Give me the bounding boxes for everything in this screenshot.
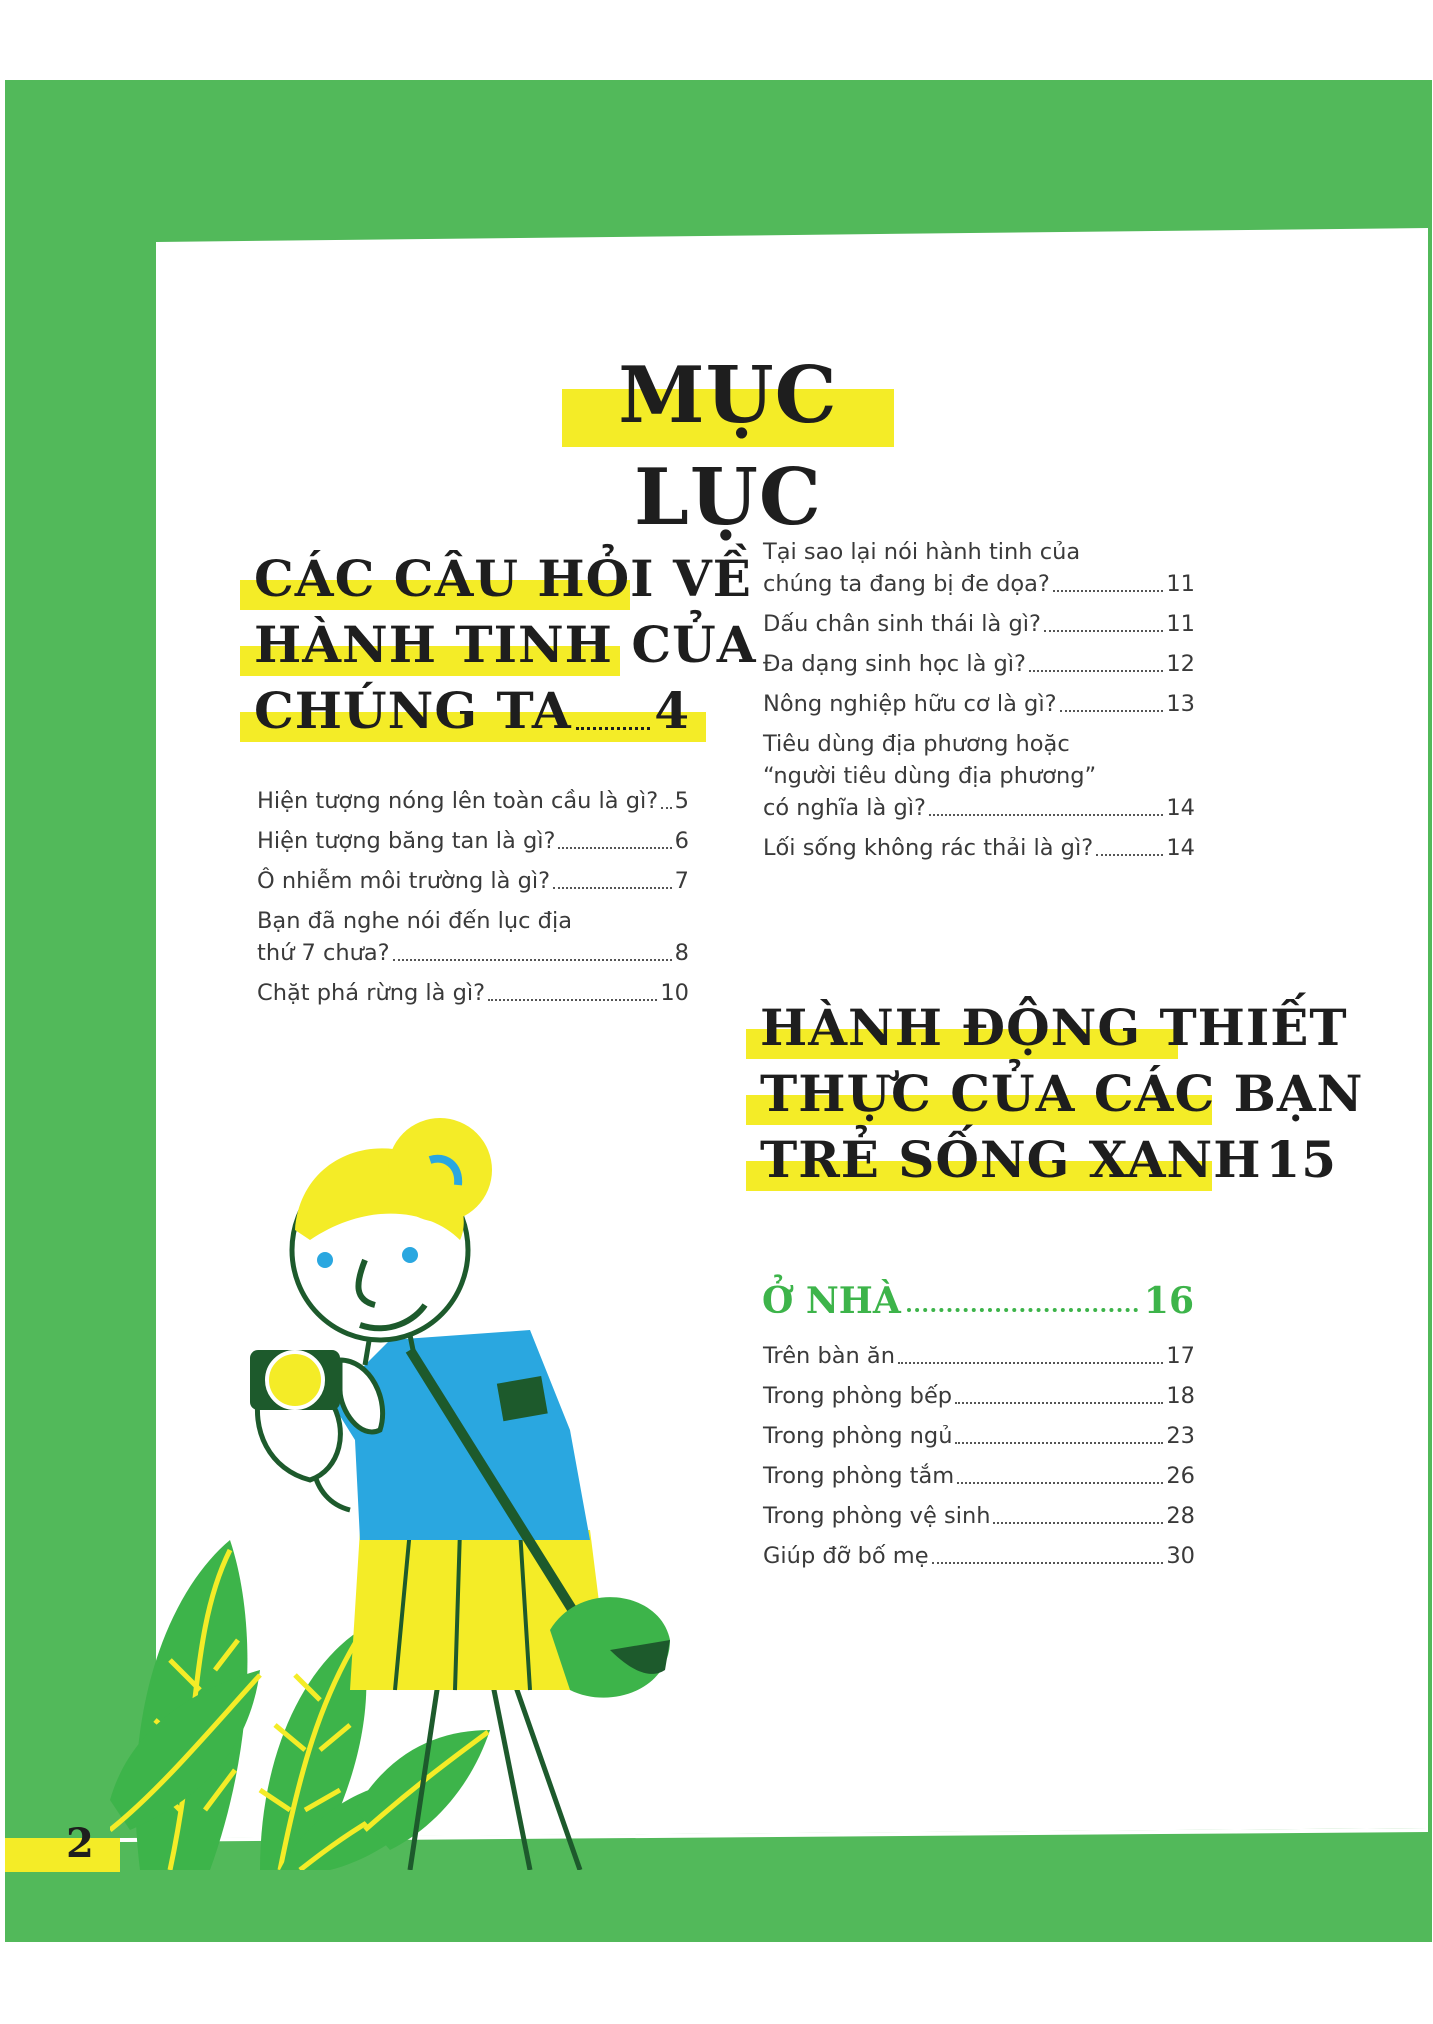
toc-list-at-home bbox=[763, 1340, 1195, 1572]
toc-dots bbox=[488, 999, 657, 1001]
toc-item-label: Hiện tượng băng tan là gì? bbox=[257, 828, 556, 854]
toc-dots bbox=[1044, 630, 1163, 632]
heading-text: CÁC CÂU HỎI VỀ bbox=[254, 549, 752, 608]
toc-dots bbox=[955, 1442, 1163, 1444]
toc-dots bbox=[1060, 710, 1164, 712]
toc-item-page: 7 bbox=[674, 868, 689, 894]
toc-dots bbox=[1053, 590, 1164, 592]
heading-text: CHÚNG TA bbox=[254, 681, 572, 740]
heading-text: HÀNH ĐỘNG THIẾT bbox=[760, 998, 1348, 1057]
toc-item-page: 17 bbox=[1166, 1343, 1195, 1369]
toc-item-label: Giúp đỡ bố mẹ bbox=[763, 1543, 929, 1569]
section-green-kids-heading-line-1 bbox=[746, 995, 1348, 1061]
toc-dots bbox=[957, 1482, 1163, 1484]
subsection-page: 16 bbox=[1143, 1280, 1194, 1322]
toc-item-label: Trong phòng tắm bbox=[763, 1463, 955, 1489]
toc-item-page: 11 bbox=[1166, 571, 1195, 597]
toc-item-label-line: Tại sao lại nói hành tinh của bbox=[763, 539, 1081, 565]
toc-item-label: Hiện tượng nóng lên toàn cầu là gì? bbox=[257, 788, 659, 814]
toc-item-label: thứ 7 chưa? bbox=[257, 940, 390, 966]
toc-item-label: Nông nghiệp hữu cơ là gì? bbox=[763, 691, 1057, 717]
toc-item[interactable] bbox=[257, 785, 689, 817]
toc-item-page: 13 bbox=[1166, 691, 1195, 717]
toc-item[interactable] bbox=[763, 792, 1195, 824]
toc-item[interactable] bbox=[257, 825, 689, 857]
section-planet-heading-line-3 bbox=[240, 678, 706, 744]
toc-item[interactable] bbox=[763, 568, 1195, 600]
heading-dots bbox=[576, 727, 650, 730]
section-planet-heading-line-2 bbox=[240, 612, 757, 678]
toc-item-label: có nghĩa là gì? bbox=[763, 795, 926, 821]
toc-dots bbox=[661, 807, 671, 809]
toc-item[interactable] bbox=[763, 1420, 1195, 1452]
toc-item-page: 18 bbox=[1166, 1383, 1195, 1409]
toc-item-label: chúng ta đang bị đe dọa? bbox=[763, 571, 1050, 597]
toc-item-page: 28 bbox=[1166, 1503, 1195, 1529]
subsection-at-home-heading[interactable] bbox=[762, 1280, 1194, 1322]
toc-item-label-line: Tiêu dùng địa phương hoặc bbox=[763, 731, 1070, 757]
toc-item[interactable] bbox=[763, 832, 1195, 864]
subsection-dots bbox=[907, 1308, 1138, 1312]
toc-item[interactable] bbox=[763, 1500, 1195, 1532]
page-title bbox=[562, 345, 894, 543]
page-title-text: MỤC LỤC bbox=[618, 350, 838, 543]
toc-item[interactable] bbox=[257, 937, 689, 969]
toc-item-label: Trong phòng vệ sinh bbox=[763, 1503, 991, 1529]
subsection-label: Ở NHÀ bbox=[762, 1280, 901, 1322]
toc-item[interactable] bbox=[257, 865, 689, 897]
section-green-kids-heading[interactable] bbox=[746, 995, 1364, 1193]
toc-item[interactable] bbox=[763, 1460, 1195, 1492]
toc-item-page: 26 bbox=[1166, 1463, 1195, 1489]
toc-dots bbox=[393, 959, 672, 961]
page-number-highlight bbox=[5, 1838, 120, 1872]
toc-dots bbox=[1029, 670, 1163, 672]
toc-item-label-line: Bạn đã nghe nói đến lục địa bbox=[257, 908, 572, 934]
toc-item-label: Dấu chân sinh thái là gì? bbox=[763, 611, 1041, 637]
toc-item-label: Trên bàn ăn bbox=[763, 1343, 895, 1369]
toc-item-label: Trong phòng ngủ bbox=[763, 1423, 953, 1449]
toc-dots bbox=[553, 887, 672, 889]
heading-page-number: 15 bbox=[1265, 1130, 1338, 1189]
toc-item-page: 8 bbox=[674, 940, 689, 966]
toc-item-page: 30 bbox=[1166, 1543, 1195, 1569]
toc-item-label: Chặt phá rừng là gì? bbox=[257, 980, 486, 1006]
toc-dots bbox=[932, 1562, 1164, 1564]
toc-list-planet bbox=[257, 785, 689, 1009]
toc-item-label: Trong phòng bếp bbox=[763, 1383, 953, 1409]
toc-item-page: 12 bbox=[1166, 651, 1195, 677]
toc-item-page: 14 bbox=[1166, 835, 1195, 861]
toc-dots bbox=[955, 1402, 1163, 1404]
section-green-kids-heading-line-2 bbox=[746, 1061, 1364, 1127]
toc-item[interactable] bbox=[257, 977, 689, 1009]
toc-dots bbox=[1096, 854, 1163, 856]
girl-with-camera-illustration bbox=[110, 1110, 730, 1870]
section-green-kids-heading-line-3 bbox=[746, 1127, 1338, 1193]
toc-item[interactable] bbox=[763, 1540, 1195, 1572]
heading-page-number: 4 bbox=[654, 681, 690, 740]
toc-item-page: 14 bbox=[1166, 795, 1195, 821]
toc-item-page: 23 bbox=[1166, 1423, 1195, 1449]
toc-item-label: Ô nhiễm môi trường là gì? bbox=[257, 868, 551, 894]
toc-item-label-line: “người tiêu dùng địa phương” bbox=[763, 763, 1097, 789]
page-number: 2 bbox=[66, 1820, 94, 1867]
toc-dots bbox=[558, 847, 671, 849]
toc-item-label: Đa dạng sinh học là gì? bbox=[763, 651, 1027, 677]
toc-dots bbox=[929, 814, 1163, 816]
toc-item-page: 10 bbox=[660, 980, 689, 1006]
heading-text: TRẺ SỐNG XANH bbox=[760, 1130, 1262, 1189]
heading-text: THỰC CỦA CÁC BẠN bbox=[760, 1064, 1364, 1123]
toc-item-page: 6 bbox=[674, 828, 689, 854]
toc-dots bbox=[993, 1522, 1163, 1524]
toc-item-page: 11 bbox=[1166, 611, 1195, 637]
toc-item-page: 5 bbox=[674, 788, 689, 814]
heading-text: HÀNH TINH CỦA bbox=[254, 615, 757, 674]
toc-item[interactable] bbox=[763, 688, 1195, 720]
toc-dots bbox=[898, 1362, 1163, 1364]
toc-item[interactable] bbox=[763, 1380, 1195, 1412]
section-planet-heading-line-1 bbox=[240, 546, 752, 612]
toc-item[interactable] bbox=[763, 648, 1195, 680]
toc-item[interactable] bbox=[763, 608, 1195, 640]
section-planet-heading[interactable] bbox=[240, 546, 757, 744]
toc-item-label: Lối sống không rác thải là gì? bbox=[763, 835, 1094, 861]
toc-item[interactable] bbox=[763, 1340, 1195, 1372]
toc-list-planet-continued bbox=[763, 536, 1195, 864]
